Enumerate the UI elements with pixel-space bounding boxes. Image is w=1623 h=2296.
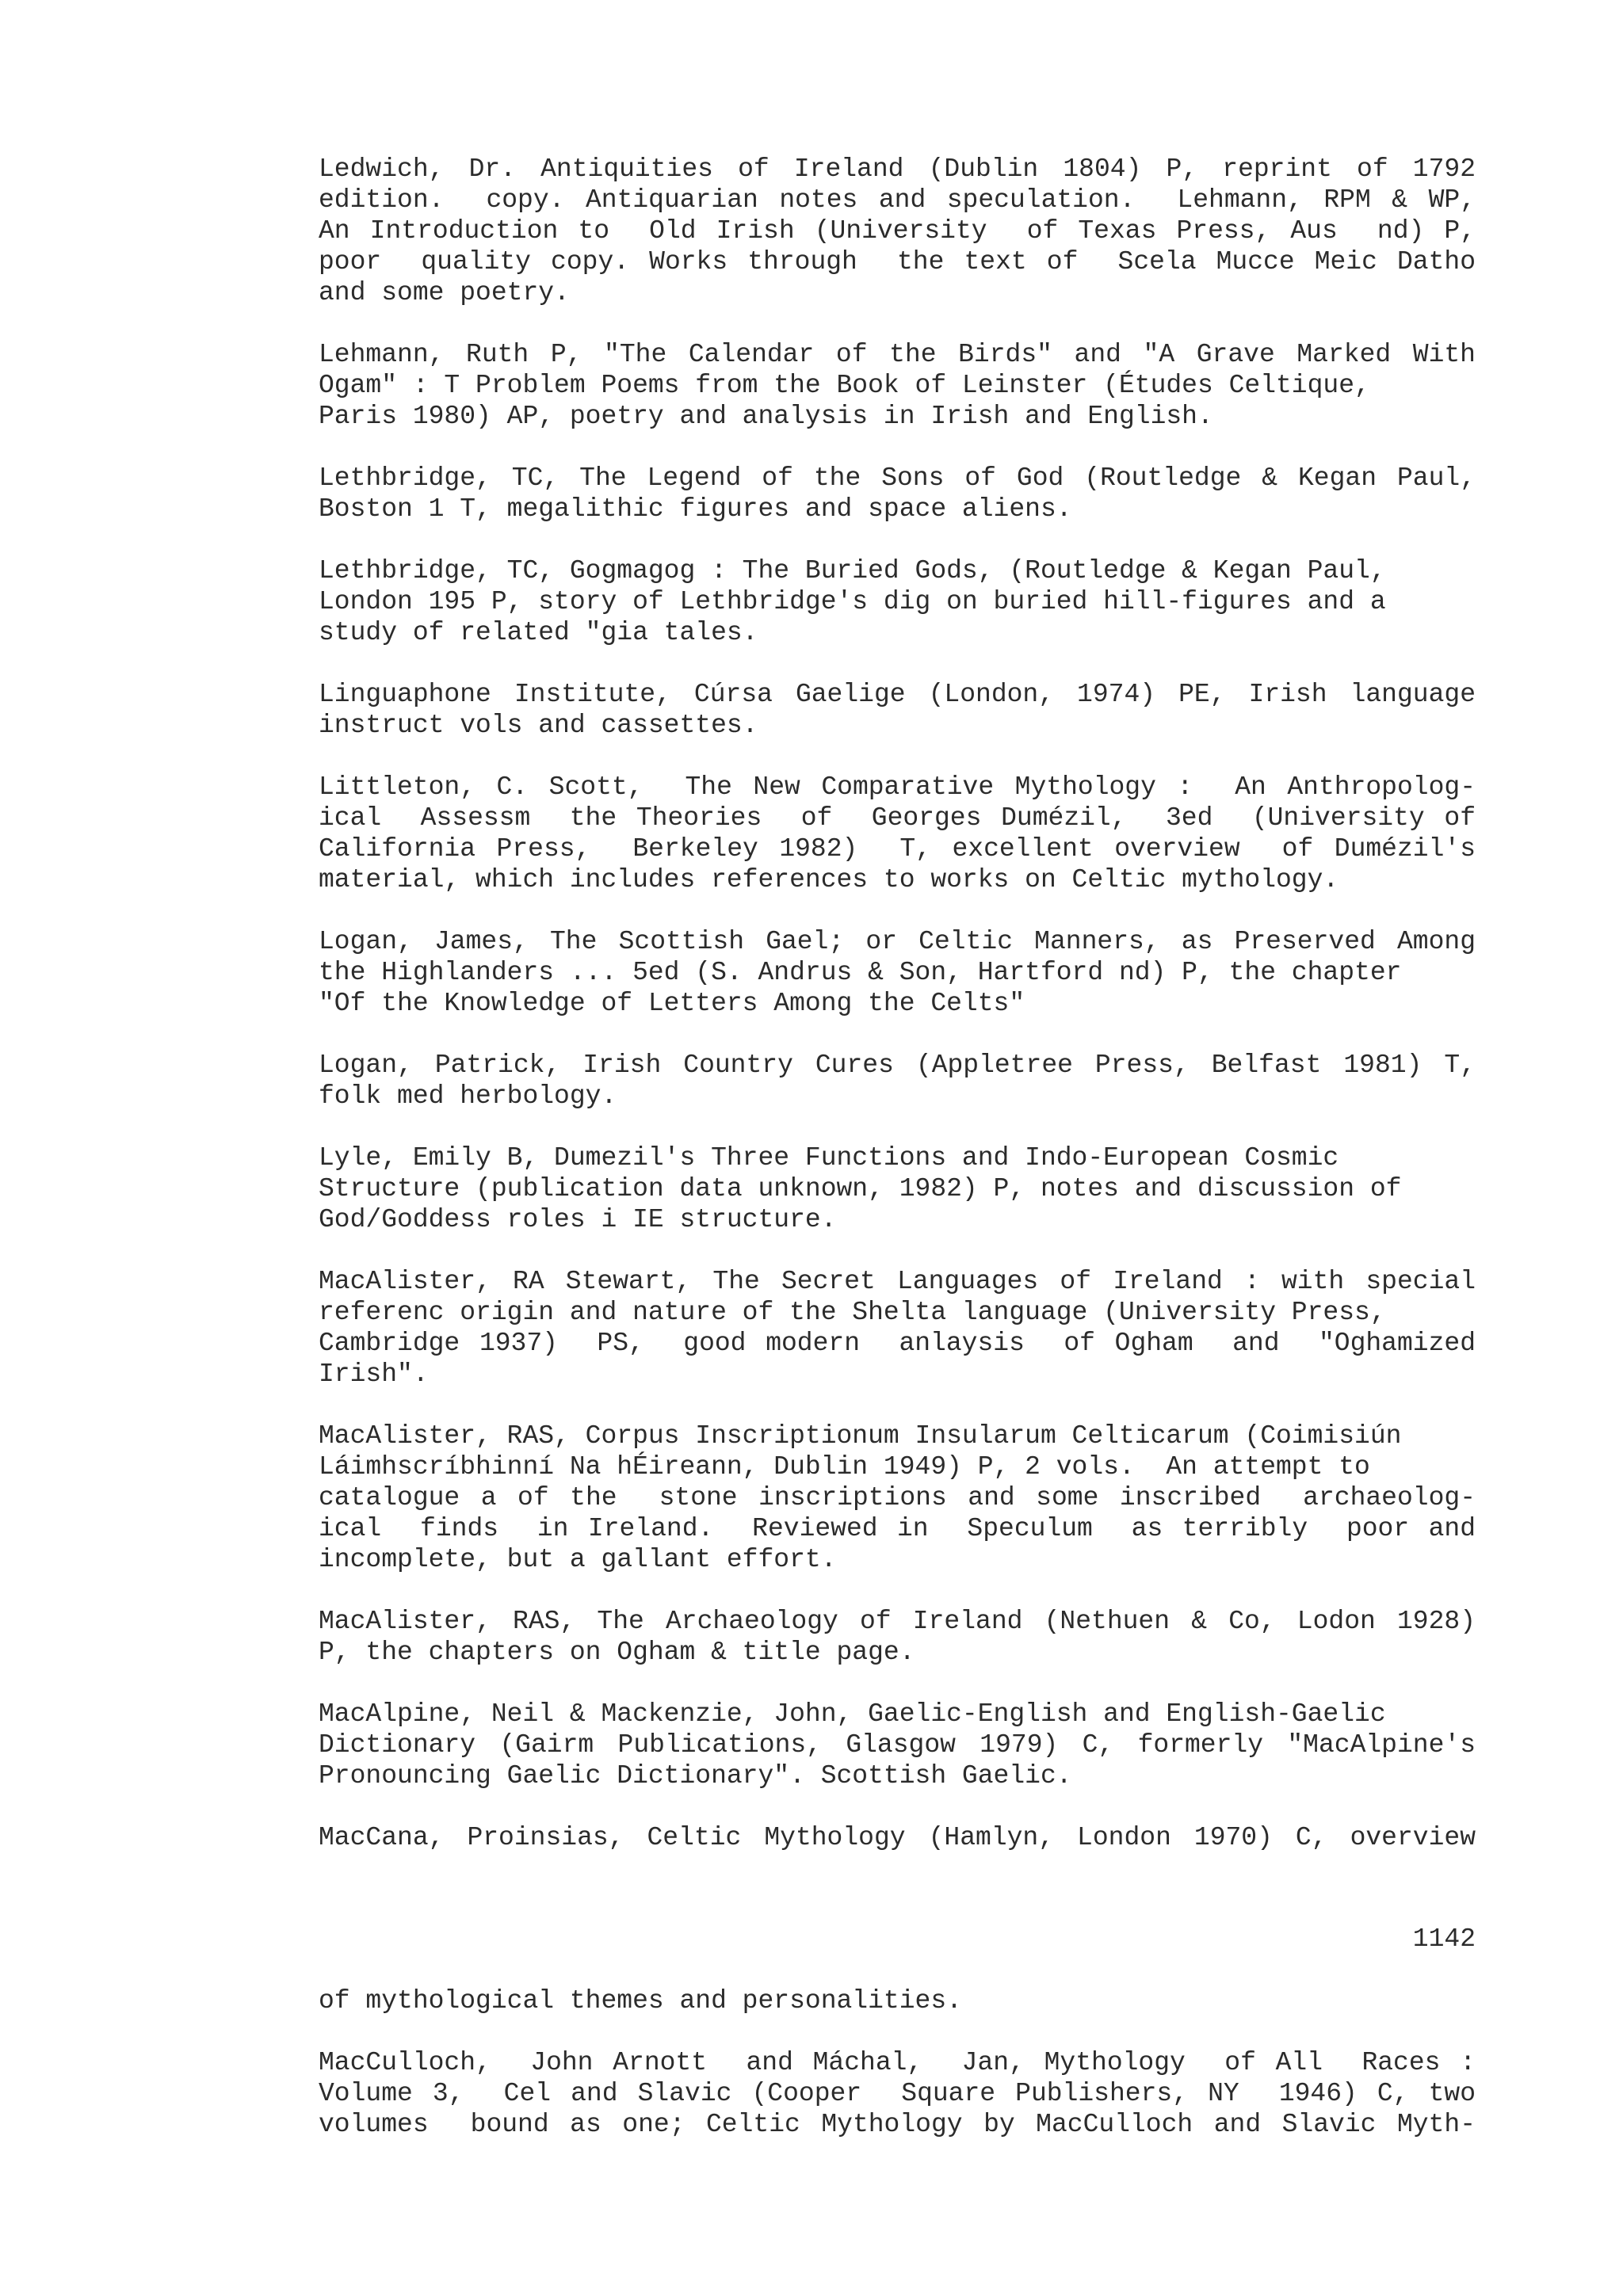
bibliography-entry	[319, 679, 1476, 741]
bibliography-entry	[319, 1142, 1476, 1235]
entry-line: MacAlpine, Neil & Mackenzie, John, Gaelic-English and English-Gaelic	[319, 1699, 1386, 1729]
entry-line: Lethbridge, TC, Gogmagog : The Buried Gods, (Routledge & Kegan Paul,	[319, 556, 1386, 585]
entry-line: catalogue a of the stone inscriptions and some inscribed archaeolog-	[319, 1483, 1476, 1512]
entry-line: and some poetry.	[319, 278, 570, 307]
page-number: 1142	[1412, 1924, 1476, 1954]
entry-line: ical Assessm the Theories of Georges Dumézil, 3ed (University of	[319, 803, 1476, 833]
bibliography-entry	[319, 463, 1476, 524]
entry-line: Lyle, Emily B, Dumezil's Three Functions and Indo-European Cosmic	[319, 1143, 1339, 1173]
entry-line: Logan, James, The Scottish Gael; or Celtic Manners, as Preserved Among	[319, 927, 1476, 956]
entry-line: MacAlister, RAS, Corpus Inscriptionum Insularum Celticarum (Coimisiún	[319, 1421, 1402, 1451]
bibliography-entry	[319, 926, 1476, 1019]
entry-line: edition. copy. Antiquarian notes and speculation. Lehmann, RPM & WP,	[319, 185, 1476, 215]
entry-line: Dictionary (Gairm Publications, Glasgow 1979) C, formerly "MacAlpine's	[319, 1730, 1476, 1760]
bibliography-entry	[319, 1699, 1476, 1791]
entry-line: Lehmann, Ruth P, "The Calendar of the Birds" and "A Grave Marked With	[319, 340, 1476, 369]
entry-line: instruct vols and cassettes.	[319, 711, 758, 740]
entry-line: of mythological themes and personalities.	[319, 1986, 962, 2016]
next-page-column	[319, 1985, 1476, 2171]
bibliography-entry	[319, 555, 1476, 648]
entry-line: Logan, Patrick, Irish Country Cures (Appletree Press, Belfast 1981) T,	[319, 1051, 1476, 1080]
bibliography-column	[319, 154, 1476, 1884]
entry-line: "Of the Knowledge of Letters Among the Celts"	[319, 989, 1025, 1018]
entry-line: Ogam" : T Problem Poems from the Book of Leinster (Études Celtique,	[319, 371, 1370, 400]
entry-line: Irish".	[319, 1360, 429, 1389]
entry-line: material, which includes references to works on Celtic mythology.	[319, 865, 1339, 894]
entry-line: referenc origin and nature of the Shelta language (University Press,	[319, 1298, 1386, 1327]
entry-line: An Introduction to Old Irish (University of Texas Press, Aus nd) P,	[319, 216, 1476, 246]
bibliography-entry	[319, 2047, 1476, 2140]
entry-line: Volume 3, Cel and Slavic (Cooper Square Publishers, NY 1946) C, two	[319, 2079, 1476, 2108]
entry-line: London 195 P, story of Lethbridge's dig on buried hill-figures and a	[319, 587, 1386, 616]
entry-line: God/Goddess roles i IE structure.	[319, 1205, 837, 1234]
entry-line: Cambridge 1937) PS, good modern anlaysis of Ogham and "Oghamized	[319, 1329, 1476, 1358]
entry-line: volumes bound as one; Celtic Mythology by MacCulloch and Slavic Myth-	[319, 2110, 1476, 2139]
bibliography-entry	[319, 1822, 1476, 1853]
entry-line: Ledwich, Dr. Antiquities of Ireland (Dublin 1804) P, reprint of 1792	[319, 154, 1476, 184]
bibliography-entry	[319, 339, 1476, 432]
entry-line: incomplete, but a gallant effort.	[319, 1545, 837, 1574]
bibliography-entry	[319, 772, 1476, 895]
entry-line: Linguaphone Institute, Cúrsa Gaelige (London, 1974) PE, Irish language	[319, 680, 1476, 709]
bibliography-entry	[319, 1606, 1476, 1668]
entry-line: folk med herbology.	[319, 1081, 617, 1111]
entry-line: MacAlister, RA Stewart, The Secret Languages of Ireland : with special	[319, 1267, 1476, 1296]
entry-line: Láimhscríbhinní Na hÉireann, Dublin 1949) P, 2 vols. An attempt to	[319, 1452, 1370, 1482]
entry-line: Structure (publication data unknown, 1982) P, notes and discussion of	[319, 1174, 1402, 1203]
entry-line: MacCana, Proinsias, Celtic Mythology (Hamlyn, London 1970) C, overview	[319, 1823, 1476, 1852]
entry-line: California Press, Berkeley 1982) T, excellent overview of Dumézil's	[319, 834, 1476, 864]
entry-line: MacCulloch, John Arnott and Máchal, Jan, Mythology of All Races :	[319, 2048, 1476, 2077]
bibliography-entry	[319, 1421, 1476, 1575]
entry-line: P, the chapters on Ogham & title page.	[319, 1638, 915, 1667]
entry-line: Paris 1980) AP, poetry and analysis in Irish and English.	[319, 402, 1213, 431]
bibliography-entry	[319, 154, 1476, 308]
bibliography-entry	[319, 1266, 1476, 1390]
entry-line: ical finds in Ireland. Reviewed in Speculum as terribly poor and	[319, 1514, 1476, 1543]
bibliography-entry	[319, 1050, 1476, 1112]
entry-line: MacAlister, RAS, The Archaeology of Ireland (Nethuen & Co, Lodon 1928)	[319, 1607, 1476, 1636]
entry-line: poor quality copy. Works through the text of Scela Mucce Meic Datho	[319, 247, 1476, 277]
bibliography-entry	[319, 1985, 1476, 2016]
entry-line: Littleton, C. Scott, The New Comparative Mythology : An Anthropolog-	[319, 772, 1476, 802]
entry-line: Boston 1 T, megalithic figures and space aliens.	[319, 494, 1072, 524]
entry-line: Lethbridge, TC, The Legend of the Sons of God (Routledge & Kegan Paul,	[319, 463, 1476, 493]
entry-line: Pronouncing Gaelic Dictionary". Scottish Gaelic.	[319, 1761, 1072, 1791]
entry-line: study of related "gia tales.	[319, 618, 758, 647]
entry-line: the Highlanders ... 5ed (S. Andrus & Son, Hartford nd) P, the chapter	[319, 958, 1402, 987]
